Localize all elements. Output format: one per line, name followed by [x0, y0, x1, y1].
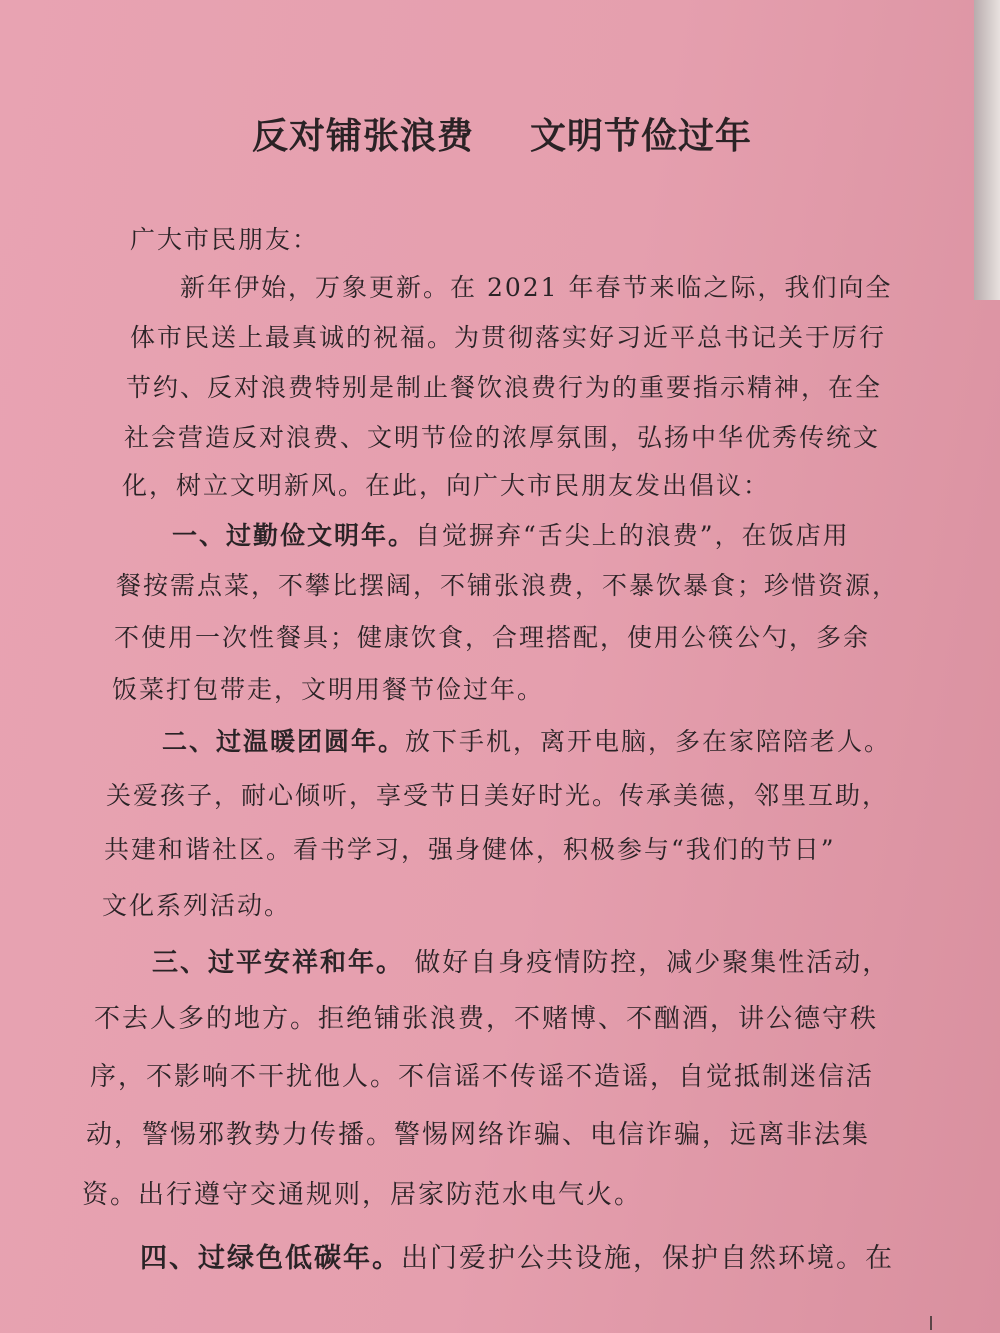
item-first-line	[162, 722, 891, 758]
item-line: 文化系列活动。	[102, 891, 292, 920]
item-line: 关爱孩子，耐心倾听，享受节日美好时光。传承美德，邻里互助，	[106, 781, 890, 810]
intro-line: 新年伊始，万象更新。在 2021 年春节来临之际，我们向全	[180, 273, 893, 302]
salutation: 广大市民朋友：	[130, 225, 320, 254]
item-heading: 四、过绿色低碳年。	[140, 1243, 401, 1274]
item-line: 资。出行遵守交通规则，居家防范水电气火。	[82, 1180, 643, 1210]
intro-line: 社会营造反对浪费、文明节俭的浓厚氛围，弘扬中华优秀传统文	[124, 423, 881, 452]
title-right: 文明节俭过年	[530, 115, 753, 157]
item-text: 出门爱护公共设施，保护自然环境。在	[401, 1243, 894, 1274]
item-first-line	[140, 1236, 894, 1275]
item-line: 不使用一次性餐具；健康饮食，合理搭配，使用公筷公勺，多余	[114, 623, 871, 652]
intro-line: 化，树立文明新风。在此，向广大市民朋友发出倡议：	[122, 471, 771, 500]
item-text: 做好自身疫情防控，减少聚集性活动，	[404, 948, 891, 978]
item-first-line	[172, 516, 850, 552]
item-text: 放下手机，离开电脑，多在家陪陪老人。	[405, 727, 892, 756]
item-heading: 一、过勤俭文明年。	[172, 521, 416, 550]
item-heading: 二、过温暖团圆年。	[162, 727, 406, 756]
item-heading: 三、过平安祥和年。	[152, 948, 405, 978]
item-first-line	[152, 942, 890, 979]
intro-line: 体市民送上最真诚的祝福。为贯彻落实好习近平总书记关于厉行	[130, 323, 887, 352]
intro-line: 节约、反对浪费特别是制止餐饮浪费行为的重要指示精神，在全	[126, 373, 883, 402]
page-mark	[930, 1316, 932, 1330]
item-line: 动，警惕邪教势力传播。警惕网络诈骗、电信诈骗，远离非法集	[86, 1120, 871, 1150]
item-text: 自觉摒弃“舌尖上的浪费”，在饭店用	[415, 521, 850, 550]
item-line: 不去人多的地方。拒绝铺张浪费，不赌博、不酗酒，讲公德守秩	[94, 1004, 879, 1034]
title-left: 反对铺张浪费	[252, 115, 475, 157]
item-line: 餐按需点菜，不攀比摆阔，不铺张浪费，不暴饮暴食；珍惜资源，	[116, 571, 900, 600]
item-line: 饭菜打包带走，文明用餐节俭过年。	[112, 675, 545, 704]
item-line: 共建和谐社区。看书学习，强身健体，积极参与“我们的节日”	[104, 835, 836, 864]
document-title	[252, 108, 752, 159]
item-line: 序，不影响不干扰他人。不信谣不传谣不造谣，自觉抵制迷信活	[90, 1062, 875, 1092]
page-edge-strip	[974, 0, 1000, 300]
